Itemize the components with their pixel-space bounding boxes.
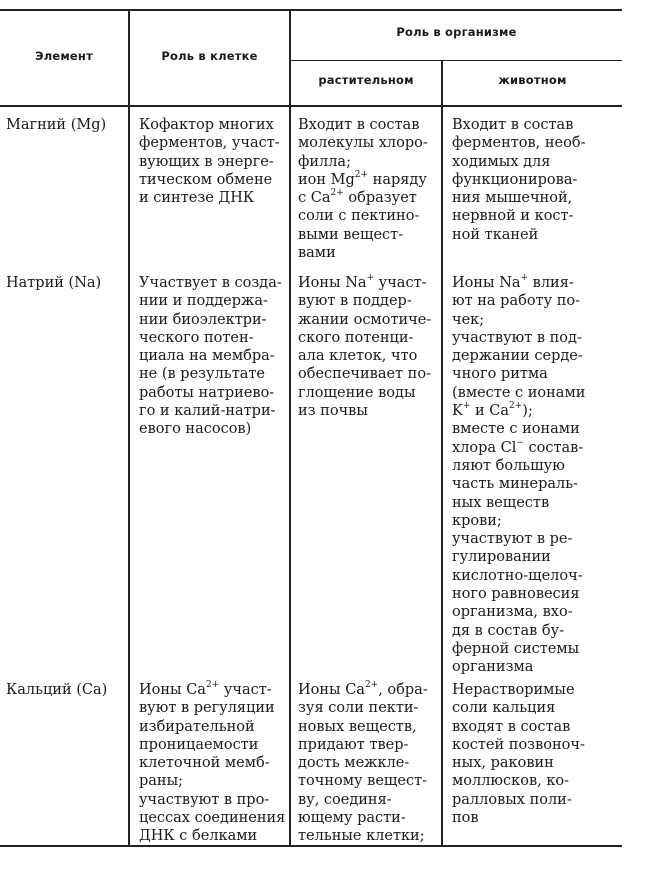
text-line bbox=[452, 226, 585, 244]
superscript: 2+ bbox=[330, 188, 344, 199]
text-segment: из почвы bbox=[298, 403, 368, 420]
text-line bbox=[452, 365, 585, 383]
column-divider-3 bbox=[441, 61, 443, 846]
text-line bbox=[298, 365, 431, 383]
text-segment: ной тканей bbox=[452, 226, 539, 243]
text-line bbox=[298, 274, 431, 292]
text-line bbox=[452, 171, 585, 189]
text-line bbox=[452, 153, 585, 171]
superscript: − bbox=[516, 437, 524, 448]
text-line bbox=[452, 189, 585, 207]
text-line bbox=[139, 311, 282, 329]
text-line bbox=[139, 347, 282, 365]
text-line bbox=[298, 736, 428, 754]
text-line bbox=[452, 274, 585, 292]
text-segment: и синтезе ДНК bbox=[139, 190, 255, 207]
superscript: + bbox=[520, 273, 529, 284]
text-segment: костей позвоноч- bbox=[452, 736, 585, 753]
text-segment: , обра- bbox=[378, 682, 428, 698]
text-line bbox=[139, 681, 285, 699]
text-line bbox=[298, 772, 428, 790]
text-segment: держании серде- bbox=[452, 348, 583, 365]
text-segment: образует bbox=[343, 190, 417, 207]
text-line bbox=[452, 681, 585, 699]
text-line bbox=[452, 736, 585, 754]
text-line bbox=[452, 512, 585, 530]
text-segment: избирательной bbox=[139, 718, 255, 735]
text-segment: ДНК с белками bbox=[139, 828, 258, 845]
text-segment: вующих в энерге- bbox=[139, 153, 274, 170]
text-line bbox=[139, 791, 285, 809]
text-line bbox=[139, 274, 282, 292]
text-line bbox=[452, 699, 585, 717]
text-line bbox=[298, 827, 428, 845]
text-line bbox=[139, 736, 285, 754]
text-line bbox=[298, 189, 428, 207]
text-line bbox=[139, 329, 282, 347]
text-segment: ного равновесия bbox=[452, 586, 580, 603]
text-segment: гулировании bbox=[452, 549, 551, 566]
text-line bbox=[452, 494, 585, 512]
text-segment: ющему расти- bbox=[298, 810, 406, 827]
text-line bbox=[452, 791, 585, 809]
text-segment: наряду bbox=[368, 171, 427, 188]
text-line bbox=[452, 585, 585, 603]
text-line bbox=[298, 809, 428, 827]
text-segment: хлора Cl bbox=[452, 439, 517, 456]
text-segment: ву, соединя- bbox=[298, 791, 392, 808]
text-segment: обеспечивает по- bbox=[298, 366, 431, 383]
text-segment: раны; bbox=[139, 773, 184, 790]
text-segment: молекулы хлоро- bbox=[298, 135, 428, 152]
text-line bbox=[452, 347, 585, 365]
text-segment: работы натриево- bbox=[139, 384, 275, 401]
header-animal: животном bbox=[498, 73, 567, 87]
text-line bbox=[298, 207, 428, 225]
animal-role-text bbox=[452, 116, 585, 244]
text-segment: вместе с ионами bbox=[452, 421, 580, 438]
header-bottom-rule bbox=[0, 105, 622, 107]
animal-role-text bbox=[452, 274, 585, 677]
text-line bbox=[298, 134, 428, 152]
text-segment: участвуют в ре- bbox=[452, 531, 573, 548]
text-segment: нии биоэлектри- bbox=[139, 311, 267, 328]
superscript: + bbox=[366, 273, 375, 284]
text-line bbox=[452, 402, 585, 420]
text-segment: и Ca bbox=[470, 403, 510, 420]
text-line bbox=[139, 718, 285, 736]
text-segment: Кофактор многих bbox=[139, 117, 274, 133]
text-line bbox=[298, 153, 428, 171]
text-segment: цессах соединения bbox=[139, 810, 286, 827]
text-segment: нии и поддержа- bbox=[139, 293, 268, 310]
column-divider-1 bbox=[128, 10, 130, 846]
text-segment: Нерастворимые bbox=[452, 682, 575, 698]
text-segment: пов bbox=[452, 810, 479, 827]
text-segment: вуют в регуляции bbox=[139, 700, 275, 717]
text-line bbox=[298, 226, 428, 244]
text-segment: ралловых поли- bbox=[452, 791, 572, 808]
text-segment: входят в состав bbox=[452, 718, 571, 735]
text-line bbox=[139, 699, 285, 717]
text-line bbox=[452, 475, 585, 493]
superscript: 2+ bbox=[509, 401, 523, 412]
text-line bbox=[452, 603, 585, 621]
text-segment: ных, раковин bbox=[452, 755, 554, 772]
text-line bbox=[452, 530, 585, 548]
text-segment: участвуют в про- bbox=[139, 791, 270, 808]
text-line bbox=[139, 827, 285, 845]
table-top-rule bbox=[0, 9, 622, 11]
text-segment: функционирова- bbox=[452, 171, 578, 188]
text-segment: организма, вхо- bbox=[452, 604, 573, 621]
text-segment: точному вещест- bbox=[298, 773, 427, 790]
text-segment: проницаемости bbox=[139, 736, 259, 753]
text-line bbox=[452, 384, 585, 402]
text-line bbox=[298, 718, 428, 736]
text-line bbox=[139, 171, 280, 189]
text-line bbox=[298, 754, 428, 772]
text-segment: участ- bbox=[374, 275, 427, 291]
text-line bbox=[139, 772, 285, 790]
text-segment: (вместе с ионами bbox=[452, 384, 586, 401]
text-segment: дя в состав бу- bbox=[452, 622, 565, 639]
plant-role-text bbox=[298, 274, 431, 420]
superscript: 2+ bbox=[364, 680, 379, 691]
text-line bbox=[298, 171, 428, 189]
text-segment: новых веществ, bbox=[298, 718, 417, 735]
text-line bbox=[139, 153, 280, 171]
text-segment: часть минераль- bbox=[452, 476, 578, 493]
text-segment: зуя соли пекти- bbox=[298, 700, 419, 717]
plant-role-text bbox=[298, 681, 428, 846]
text-line bbox=[139, 134, 280, 152]
organism-subheader-rule bbox=[290, 60, 622, 61]
text-line bbox=[452, 718, 585, 736]
header-cell-role: Роль в клетке bbox=[161, 49, 258, 63]
text-segment: не (в результате bbox=[139, 366, 265, 383]
text-segment: ляют большую bbox=[452, 457, 565, 474]
text-segment: ют на работу по- bbox=[452, 293, 581, 310]
text-line bbox=[139, 402, 282, 420]
text-line bbox=[139, 420, 282, 438]
text-line bbox=[452, 207, 585, 225]
header-element: Элемент bbox=[35, 49, 93, 63]
text-line bbox=[298, 116, 428, 134]
text-segment: циала на мембра- bbox=[139, 348, 275, 365]
text-line bbox=[139, 809, 285, 827]
header-plant: растительном bbox=[318, 73, 414, 87]
text-segment: клеточной мемб- bbox=[139, 755, 270, 772]
text-line bbox=[452, 809, 585, 827]
text-segment: кислотно-щелоч- bbox=[452, 567, 583, 584]
animal-role-text bbox=[452, 681, 585, 827]
text-line bbox=[139, 189, 280, 207]
text-line bbox=[139, 384, 282, 402]
text-segment: крови; bbox=[452, 512, 502, 529]
text-line bbox=[139, 365, 282, 383]
column-divider-2 bbox=[289, 10, 291, 846]
superscript: 2+ bbox=[205, 680, 220, 691]
text-segment: ных веществ bbox=[452, 494, 550, 511]
text-segment: Ионы Ca bbox=[298, 682, 365, 698]
text-line bbox=[298, 384, 431, 402]
text-line bbox=[298, 244, 428, 262]
text-segment: состав- bbox=[523, 439, 584, 456]
cell-role-text bbox=[139, 681, 285, 846]
text-segment: чек; bbox=[452, 311, 485, 328]
text-segment: евого насосов) bbox=[139, 421, 252, 438]
text-segment: выми вещест- bbox=[298, 226, 404, 243]
text-line bbox=[452, 116, 585, 134]
text-segment: с Ca bbox=[298, 190, 331, 207]
text-segment: организма bbox=[452, 659, 534, 676]
text-line bbox=[452, 754, 585, 772]
text-line bbox=[298, 402, 431, 420]
element-name: Натрий (Na) bbox=[6, 275, 102, 291]
text-segment: Участвует в созда- bbox=[139, 275, 282, 291]
cell-role-text bbox=[139, 116, 280, 207]
text-line bbox=[452, 311, 585, 329]
text-line bbox=[452, 640, 585, 658]
text-segment: участвуют в под- bbox=[452, 329, 582, 346]
plant-role-text bbox=[298, 116, 428, 262]
text-segment: филла; bbox=[298, 153, 351, 170]
text-line bbox=[452, 772, 585, 790]
text-segment: ферментов, участ- bbox=[139, 135, 280, 152]
cell-role-text bbox=[139, 274, 282, 439]
text-line bbox=[452, 134, 585, 152]
text-line bbox=[139, 292, 282, 310]
text-segment: глощение воды bbox=[298, 384, 416, 401]
text-segment: ферментов, необ- bbox=[452, 135, 586, 152]
text-segment: соли кальция bbox=[452, 700, 556, 717]
text-line bbox=[452, 420, 585, 438]
header-organism-role: Роль в организме bbox=[396, 25, 517, 39]
text-segment: вами bbox=[298, 245, 336, 262]
text-segment: соли с пектино- bbox=[298, 208, 420, 225]
text-segment: Входит в состав bbox=[452, 117, 574, 133]
text-segment: ); bbox=[522, 403, 533, 420]
text-line bbox=[298, 791, 428, 809]
text-line bbox=[452, 439, 585, 457]
superscript: + bbox=[462, 401, 471, 412]
text-segment: ион Mg bbox=[298, 171, 355, 188]
text-line bbox=[452, 567, 585, 585]
text-segment: Ионы Na bbox=[298, 275, 367, 291]
text-segment: ского потенци- bbox=[298, 329, 414, 346]
text-line bbox=[452, 548, 585, 566]
text-line bbox=[452, 329, 585, 347]
text-segment: ния мышечной, bbox=[452, 190, 573, 207]
text-segment: Входит в состав bbox=[298, 117, 420, 133]
text-segment: вуют в поддер- bbox=[298, 293, 412, 310]
element-name: Кальций (Ca) bbox=[6, 682, 108, 698]
text-segment: чного ритма bbox=[452, 366, 548, 383]
element-name: Магний (Mg) bbox=[6, 117, 107, 133]
text-line bbox=[298, 329, 431, 347]
text-line bbox=[452, 658, 585, 676]
text-line bbox=[452, 457, 585, 475]
text-segment: ала клеток, что bbox=[298, 348, 418, 365]
text-segment: Ионы Ca bbox=[139, 682, 206, 698]
text-line bbox=[298, 292, 431, 310]
text-segment: го и калий-натри- bbox=[139, 403, 276, 420]
text-line bbox=[139, 116, 280, 134]
text-line bbox=[452, 292, 585, 310]
text-line bbox=[298, 347, 431, 365]
text-segment: K bbox=[452, 403, 463, 420]
text-segment: участ- bbox=[219, 682, 272, 698]
text-segment: тическом обмене bbox=[139, 171, 273, 188]
text-segment: Ионы Na bbox=[452, 275, 521, 291]
text-line bbox=[298, 699, 428, 717]
text-segment: ходимых для bbox=[452, 153, 551, 170]
text-line bbox=[139, 754, 285, 772]
text-line bbox=[298, 681, 428, 699]
text-segment: ческого потен- bbox=[139, 329, 254, 346]
text-line bbox=[452, 622, 585, 640]
text-segment: нервной и кост- bbox=[452, 208, 574, 225]
text-segment: моллюсков, ко- bbox=[452, 773, 570, 790]
superscript: 2+ bbox=[354, 170, 369, 181]
text-segment: тельные клетки; bbox=[298, 828, 425, 845]
text-segment: ферной системы bbox=[452, 640, 580, 657]
text-line bbox=[298, 311, 431, 329]
text-segment: придают твер- bbox=[298, 736, 409, 753]
text-segment: жании осмотиче- bbox=[298, 311, 432, 328]
text-segment: дость межкле- bbox=[298, 755, 410, 772]
text-segment: влия- bbox=[528, 275, 574, 291]
